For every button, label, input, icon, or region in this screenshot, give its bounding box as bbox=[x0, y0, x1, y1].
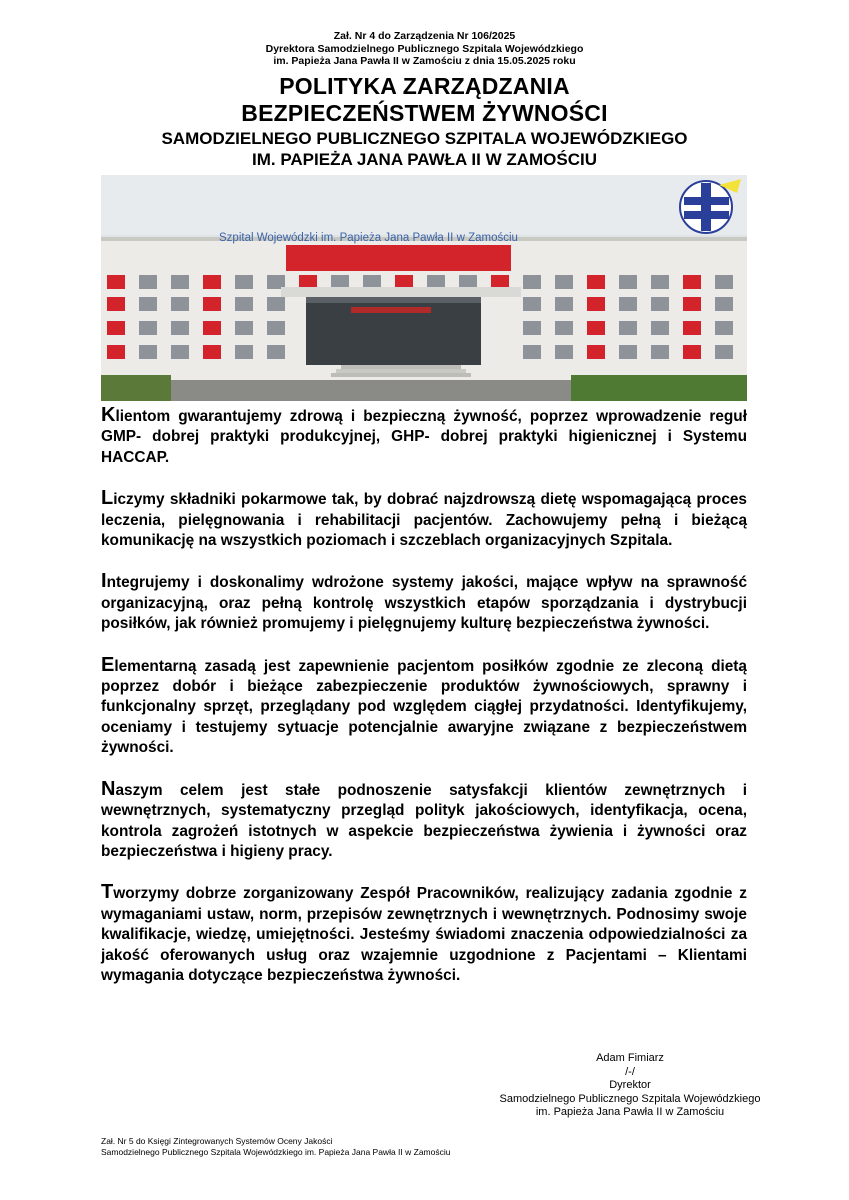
paragraph-text: lementarną zasadą jest zapewnienie pacjentom posiłków zgodnie ze zleconą dietą poprzez dobór i bieżące zabezpieczenie produktów żywnościowych, sprawny i funkcjonalny sprzęt, przeglądany pod względem ciągłej przydatności. Identyfikujemy, oceniamy i testujemy sytuacje potencjalnie awaryjne związane z bezpieczeństwem żywności. bbox=[101, 657, 747, 757]
header-note-line: Zał. Nr 4 do Zarządzenia Nr 106/2025 bbox=[333, 30, 516, 42]
policy-paragraph bbox=[101, 882, 747, 986]
policy-paragraph bbox=[101, 779, 747, 863]
page-title-line: POLITYKA ZARZĄDZANIA bbox=[279, 73, 570, 99]
policy-paragraph bbox=[101, 571, 747, 634]
initial-letter: L bbox=[101, 487, 114, 510]
page-title-line: BEZPIECZEŃSTWEM ŻYWNOŚCI bbox=[241, 100, 608, 126]
policy-paragraph bbox=[101, 488, 747, 551]
initial-letter: E bbox=[101, 653, 115, 676]
signatory-org: im. Papieża Jana Pawła II w Zamościu bbox=[535, 1106, 725, 1118]
paragraph-text: iczymy składniki pokarmowe tak, by dobrać najzdrowszą dietę wspomagającą proces leczenia, pielęgnowania i rehabilitacji pacjentów. Zachowujemy pełną i bieżącą komunikację na wszystkich poziomach i szczeblach organizacyjnych Szpitala. bbox=[101, 491, 747, 550]
page-subtitle-line: IM. PAPIEŻA JANA PAWŁA II W ZAMOŚCIU bbox=[251, 150, 598, 169]
header-note bbox=[0, 30, 849, 68]
initial-letter: T bbox=[101, 881, 114, 904]
paragraph-text: lientom gwarantujemy zdrową i bezpieczną żywność, poprzez wprowadzenie reguł GMP- dobrej praktyki produkcyjnej, GHP- dobrej praktyki higienicznej i Systemu HACCAP. bbox=[101, 408, 747, 466]
building-sign: Szpital Wojewódzki im. Papieża Jana Pawła II w Zamościu bbox=[219, 232, 518, 244]
signature-mark: /-/ bbox=[625, 1065, 635, 1078]
policy-body bbox=[101, 405, 747, 1006]
policy-paragraph bbox=[101, 655, 747, 759]
signatory-org: Samodzielnego Publicznego Szpitala Wojewódzkiego bbox=[499, 1092, 761, 1105]
paragraph-text: aszym celem jest stałe podnoszenie satysfakcji klientów zewnętrznych i wewnętrznych, systematyczny przegląd polityk jakościowych, identyfikacja, ocena, kontrola zagrożeń istotnych w aspekcie bezpieczeństwa żywienia i żywności oraz bezpieczeństwa i higieny pracy. bbox=[101, 781, 747, 860]
page-footer bbox=[101, 1136, 661, 1158]
footer-line: Samodzielnego Publicznego Szpitala Wojewódzkiego im. Papieża Jana Pawła II w Zamościu bbox=[101, 1147, 451, 1157]
footer-line: Zał. Nr 5 do Księgi Zintegrowanych Systemów Oceny Jakości bbox=[101, 1136, 333, 1146]
initial-letter: K bbox=[101, 404, 116, 426]
page-subtitle-line: SAMODZIELNEGO PUBLICZNEGO SZPITALA WOJEWÓDZKIEGO bbox=[161, 129, 688, 148]
hospital-photo bbox=[101, 175, 747, 401]
page-title bbox=[0, 73, 849, 127]
signature-block bbox=[460, 1052, 800, 1120]
header-note-line: im. Papieża Jana Pawła II w Zamościu z dnia 15.05.2025 roku bbox=[273, 55, 576, 67]
paragraph-text: worzymy dobrze zorganizowany Zespół Pracowników, realizujący zadania zgodnie z wymaganiami ustaw, norm, przepisów zewnętrznych i wewnętrznych. Podnosimy swoje kwalifikacje, wiedzę, umiejętności. Jesteśmy świadomi znaczenia odpowiedzialności za jakość oferowanych usług oraz wzajemnie uzgodnione z Pacjentami – Klientami wymagania dotyczące bezpieczeństwa żywności. bbox=[101, 885, 747, 984]
signatory-name: Adam Fimiarz bbox=[596, 1052, 664, 1064]
initial-letter: I bbox=[101, 570, 107, 593]
initial-letter: N bbox=[101, 777, 116, 800]
signatory-role: Dyrektor bbox=[609, 1079, 651, 1091]
header-note-line: Dyrektora Samodzielnego Publicznego Szpitala Wojewódzkiego bbox=[265, 42, 584, 55]
paragraph-text: ntegrujemy i doskonalimy wdrożone systemy jakości, mające wpływ na sprawność organizacyjną, oraz pełną kontrolę wszystkich etapów sporządzania i dystrybucji posiłków, jak również promujemy i pielęgnujemy kulturę bezpieczeństwa żywności. bbox=[101, 574, 747, 633]
page-subtitle bbox=[0, 128, 849, 170]
policy-paragraph bbox=[101, 405, 747, 468]
